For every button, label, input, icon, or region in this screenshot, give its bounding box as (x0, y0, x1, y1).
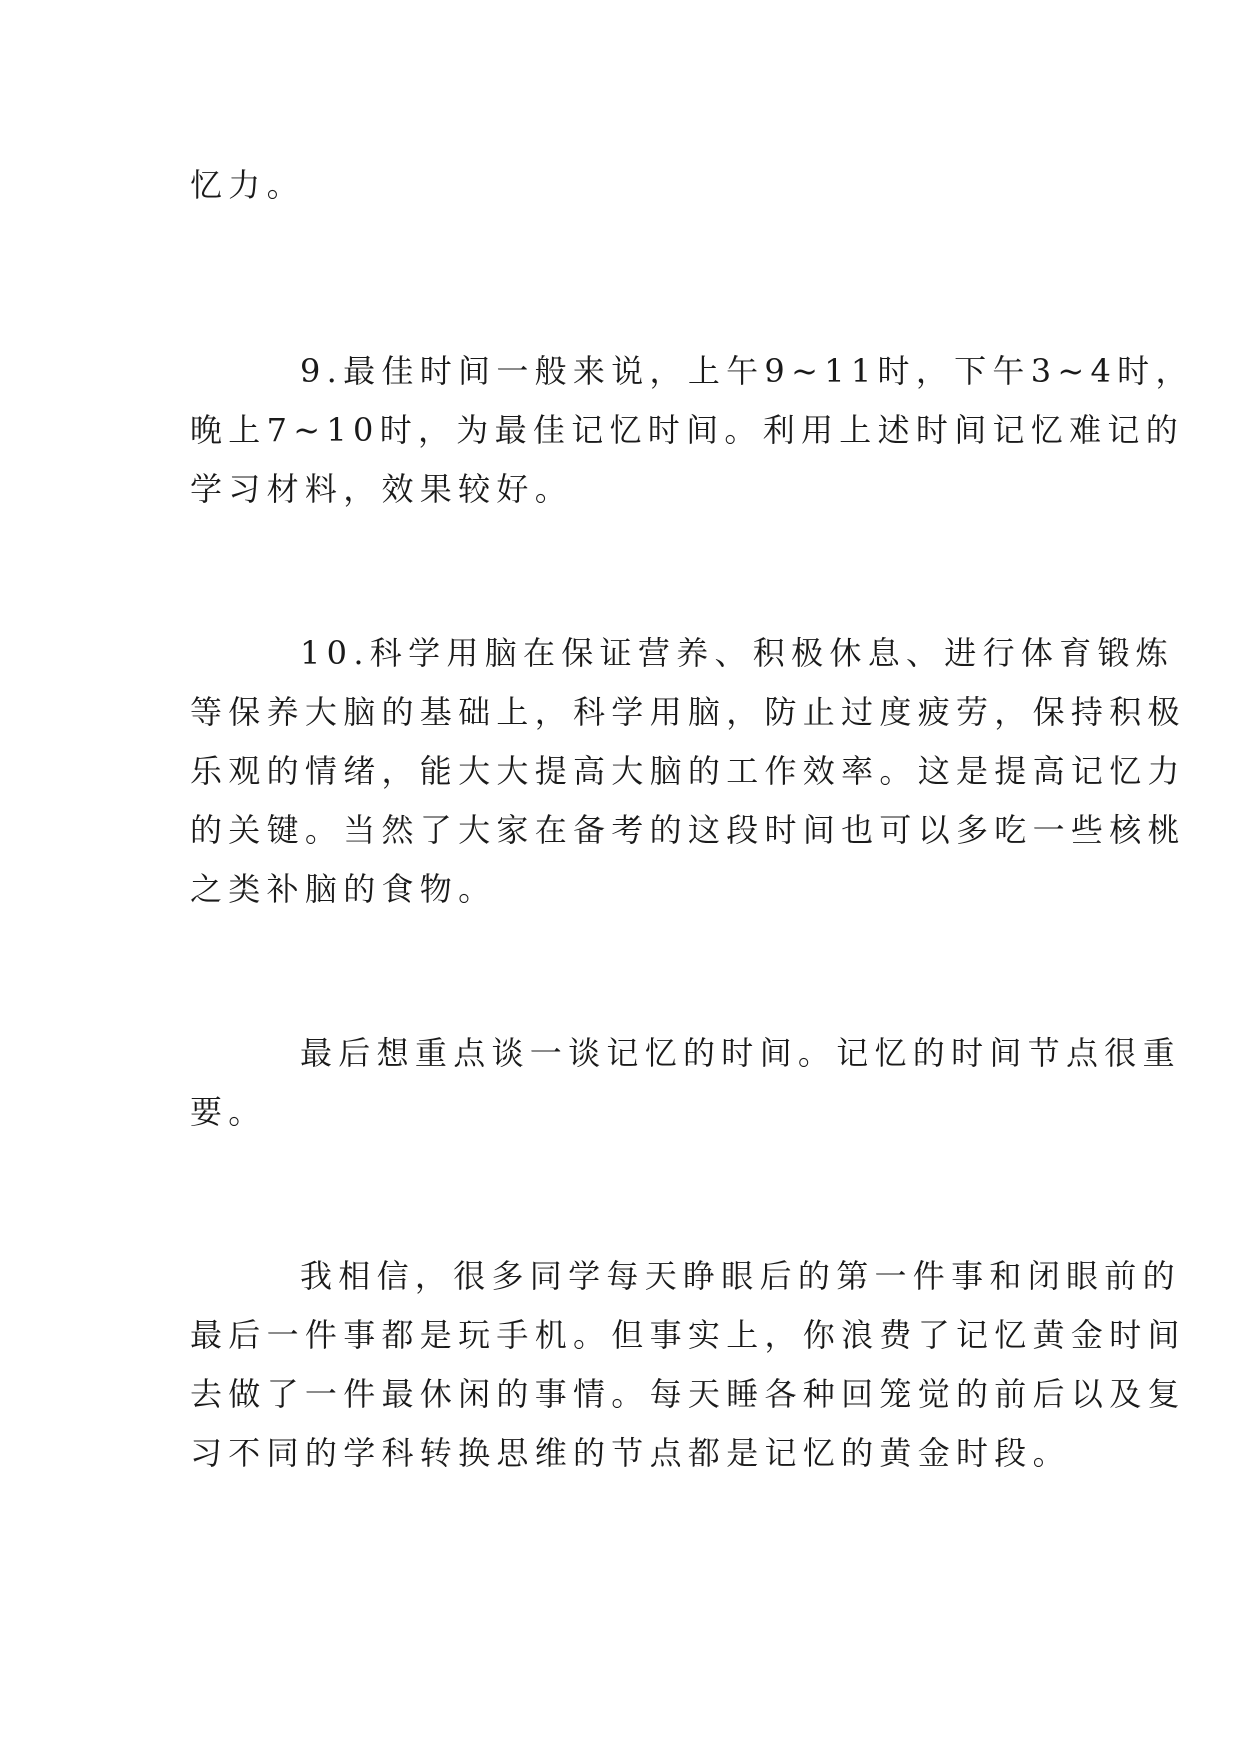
paragraph-line: 乐观的情绪，能大大提高大脑的工作效率。这是提高记忆力 (190, 752, 1186, 790)
paragraph-line: 学习材料，效果较好。 (190, 470, 574, 508)
paragraph-line: 的关键。当然了大家在备考的这段时间也可以多吃一些核桃 (190, 811, 1186, 849)
paragraph-line: 去做了一件最休闲的事情。每天睡各种回笼觉的前后以及复 (190, 1375, 1186, 1413)
paragraph-line: 我相信，很多同学每天睁眼后的第一件事和闭眼前的 (300, 1257, 1181, 1295)
paragraph-line: 10.科学用脑在保证营养、积极休息、进行体育锻炼 (300, 634, 1175, 672)
paragraph-line: 忆力。 (190, 166, 305, 204)
paragraph-line: 9.最佳时间一般来说，上午9~11时，下午3~4时， (300, 352, 1194, 390)
paragraph-line: 之类补脑的食物。 (190, 870, 497, 908)
paragraph-line: 要。 (190, 1093, 267, 1131)
paragraph-line: 等保养大脑的基础上，科学用脑，防止过度疲劳，保持积极 (190, 693, 1186, 731)
paragraph-line: 晚上7~10时，为最佳记忆时间。利用上述时间记忆难记的 (190, 411, 1184, 449)
paragraph-line: 最后想重点谈一谈记忆的时间。记忆的时间节点很重 (300, 1034, 1181, 1072)
paragraph-line: 习不同的学科转换思维的节点都是记忆的黄金时段。 (190, 1434, 1071, 1472)
paragraph-line: 最后一件事都是玩手机。但事实上，你浪费了记忆黄金时间 (190, 1316, 1186, 1354)
